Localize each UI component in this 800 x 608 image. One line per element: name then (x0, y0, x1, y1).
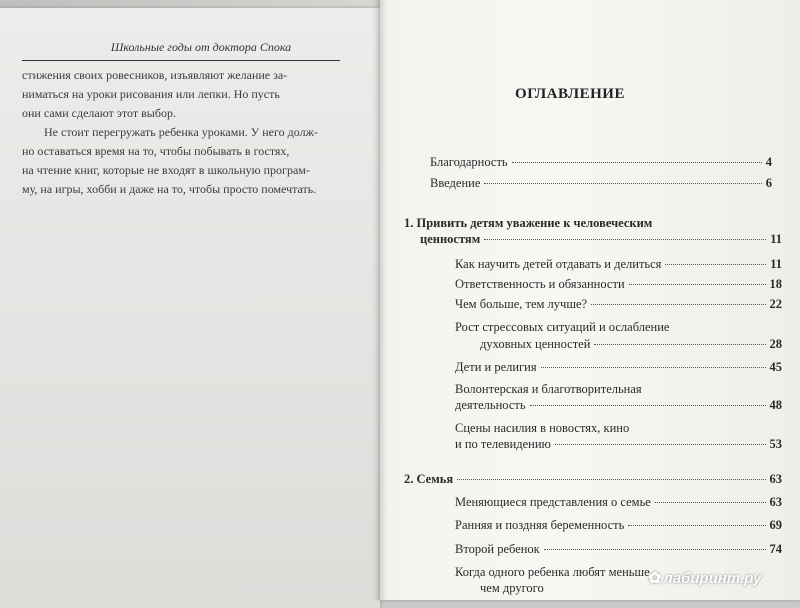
toc-entry-page: 63 (769, 495, 782, 509)
toc-entry-page: 63 (769, 472, 782, 486)
toc-entry-page: 11 (770, 257, 782, 271)
toc-entry-label: Дети и религия (455, 360, 537, 374)
toc-entry-page: 22 (769, 297, 782, 311)
toc-entry-label: Благодарность (430, 155, 508, 169)
toc-entry (455, 518, 782, 533)
toc-entry (455, 257, 782, 272)
running-head: Школьные годы от доктора Спока (110, 40, 292, 54)
left-page-body (22, 66, 340, 199)
leader-dots (555, 444, 766, 445)
body-line: они сами сделают этот выбор. (22, 106, 176, 120)
toc-entry-label-line1: Волонтерская и благотворительная (455, 382, 642, 396)
toc-entry (455, 360, 782, 375)
body-line: Не стоит перегружать ребенка уроками. У него долж- (44, 125, 318, 139)
left-page (0, 8, 380, 608)
body-line: стижения своих ровесников, изъявляют желание за- (22, 68, 288, 82)
leader-dots (629, 284, 766, 285)
leader-dots (484, 239, 766, 240)
toc-entry-label-line1: Когда одного ребенка любят меньше, (455, 565, 653, 579)
toc-entry (404, 472, 782, 487)
leader-dots (484, 183, 761, 184)
toc-entry-page: 11 (770, 232, 782, 246)
toc-entry-label: Второй ребенок (455, 542, 540, 556)
labirint-watermark (648, 568, 761, 588)
toc-entry-label: деятельность (455, 398, 526, 412)
leader-dots (655, 502, 766, 503)
toc-title: ОГЛАВЛЕНИЕ (515, 86, 625, 102)
running-head-rule (22, 60, 340, 61)
toc-entry-page: 18 (769, 277, 782, 291)
body-line: но оставаться время на то, чтобы побывать в гостях, (22, 144, 290, 158)
toc-entry-page: 48 (769, 398, 782, 412)
leader-dots (591, 304, 765, 305)
body-line: на чтение книг, которые не входят в школьную програм- (22, 163, 310, 177)
toc-entry (480, 337, 782, 352)
toc-entry (455, 398, 782, 413)
toc-entry (430, 176, 772, 191)
toc-entry (455, 542, 782, 557)
toc-entry-label: Ранняя и поздняя беременность (455, 518, 625, 532)
toc-entry-label: Меняющиеся представления о семье (455, 495, 651, 509)
book-gutter (372, 0, 388, 600)
toc-entry-label: ценностям (420, 232, 481, 246)
leader-dots (665, 264, 766, 265)
toc-entry (420, 232, 782, 247)
toc-entry-label: Как научить детей отдавать и делиться (455, 257, 662, 271)
toc-entry-label: Введение (430, 176, 481, 190)
toc-entry-page: 45 (769, 360, 782, 374)
toc-entry-label: Ответственность и обязанности (455, 277, 625, 291)
body-line: му, на игры, хобби и даже на то, чтобы просто помечтать. (22, 182, 317, 196)
toc-entry-page: 6 (765, 176, 772, 190)
leader-dots (628, 525, 765, 526)
toc-entry-page: 53 (769, 437, 782, 451)
toc-entry-page: 4 (765, 155, 772, 169)
toc-entry-page: 74 (769, 542, 782, 556)
leader-dots (541, 367, 766, 368)
toc-entry-label-line2: чем другого (480, 581, 544, 595)
labyrinth-logo-icon: ✿ (648, 570, 662, 587)
leader-dots (457, 479, 765, 480)
leader-dots (594, 344, 765, 345)
leader-dots (512, 162, 762, 163)
toc-entry-page: 28 (769, 337, 782, 351)
leader-dots (530, 405, 766, 406)
toc-entry-label: Чем больше, тем лучше? (455, 297, 588, 311)
toc-entry (455, 495, 782, 510)
toc-entry (430, 155, 772, 170)
toc-entry (455, 297, 782, 312)
toc-entry-label-line1: Сцены насилия в новостях, кино (455, 421, 630, 435)
toc-entry-label: духовных ценностей (480, 337, 591, 351)
watermark-text: лабиринт.ру (663, 570, 762, 587)
toc-entry (455, 277, 782, 292)
toc-entry-page: 69 (769, 518, 782, 532)
leader-dots (544, 549, 766, 550)
body-line: ниматься на уроки рисования или лепки. Но пусть (22, 87, 280, 101)
toc-entry (455, 437, 782, 452)
toc-section-heading: 2. Семья (404, 472, 454, 486)
toc-entry-label: и по телевидению (455, 437, 551, 451)
toc-entry-label-line1: Рост стрессовых ситуаций и ослабление (455, 320, 670, 334)
toc-section-heading: 1. Привить детям уважение к человеческим (404, 216, 653, 230)
